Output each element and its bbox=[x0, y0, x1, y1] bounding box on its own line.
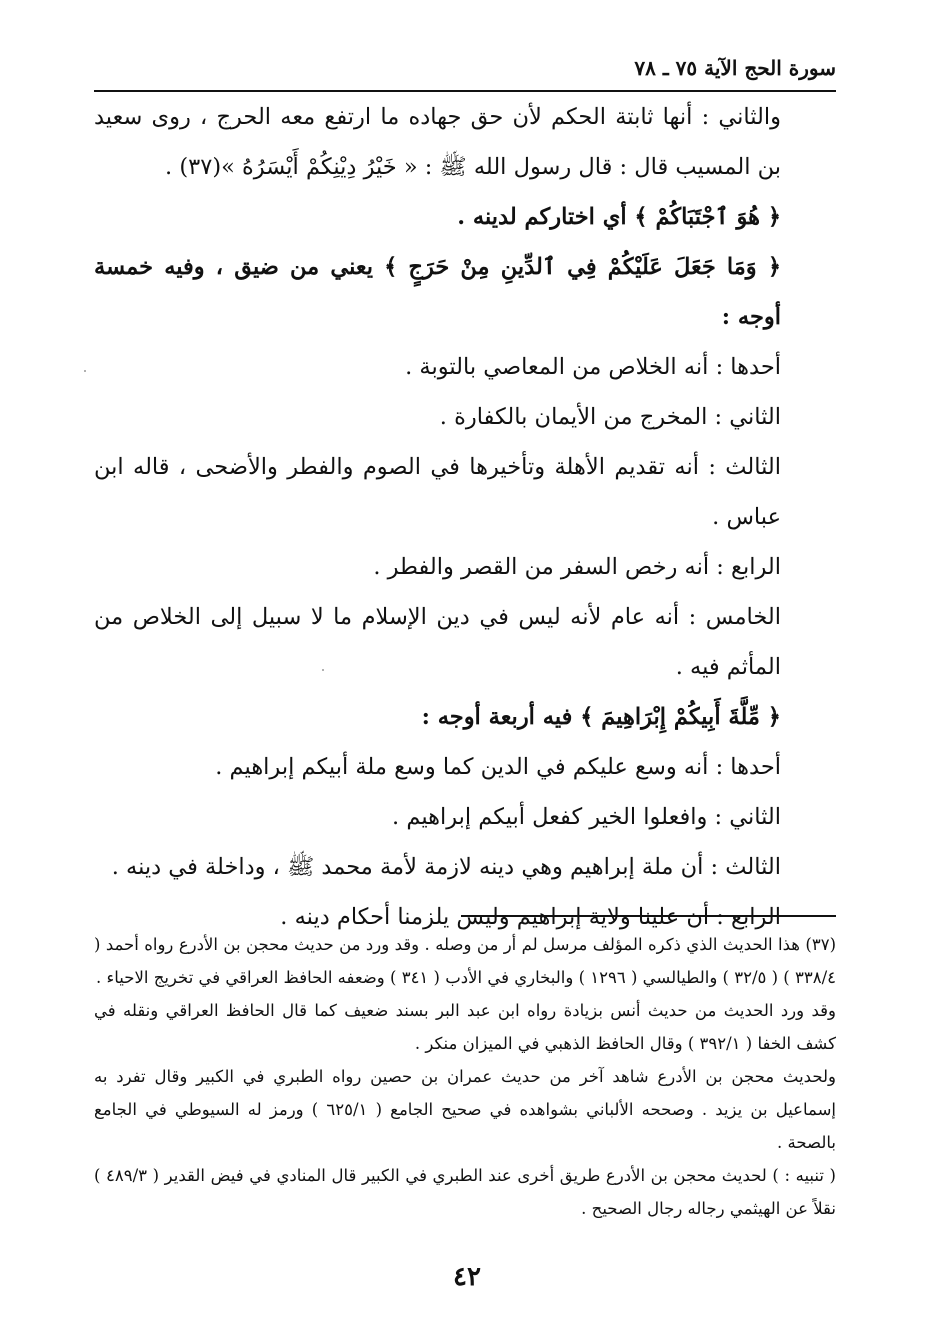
footnote-paragraph: (٣٧) هذا الحديث الذي ذكره المؤلف مرسل لم أر من وصله . وقد ورد من حديث محجن بن الأدرع رواه أحمد ( ٣٣٨/٤ ) ( ٣٢/٥ ) والطيالسي ( ١٢٩٦ ) والبخاري في الأدب ( ٣٤١ ) وضعفه الحافظ العراقي في تخريج الاحياء . bbox=[94, 935, 836, 987]
footnote-paragraph: ( تنبيه : ) لحديث محجن بن الأدرع طريق أخرى عند الطبري في الكبير قال المنادي في فيض القدير ( ٤٨٩/٣ ) نقلاً عن الهيثمي رجاله رجال الصحيح . bbox=[94, 1166, 836, 1218]
footnote-paragraph: وقد ورد الحديث من حديث أنس بزيادة رواه ابن عبد البر بسند ضعيف كما قال الحافظ العراقي ونقله في كشف الخفا ( ٣٩٢/١ ) وقال الحافظ الذهبي في الميزان منكر . bbox=[94, 1001, 836, 1053]
body-paragraph: الثاني : وافعلوا الخير كفعل أبيكم إبراهيم . bbox=[392, 804, 781, 830]
running-header bbox=[94, 50, 836, 92]
header-title: سورة الحج الآية ٧٥ ـ ٧٨ bbox=[634, 56, 836, 80]
footnote-paragraph: ولحديث محجن بن الأدرع شاهد آخر من حديث عمران بن حصين رواه الطبري في الكبير وقال تفرد به إسماعيل بن يزيد . وصححه الألباني بشواهده في صحيح الجامع ( ٦٢٥/١ ) ورمز له السيوطي في الجامع بالصحة . bbox=[94, 1067, 836, 1152]
body-paragraph: أحدها : أنه وسع عليكم في الدين كما وسع ملة أبيكم إبراهيم . bbox=[215, 754, 781, 780]
page-number: ٤٢ bbox=[453, 1262, 481, 1292]
body-paragraph: الرابع : أن علينا ولاية إبراهيم وليس يلزمنا أحكام دينه . bbox=[280, 904, 781, 930]
body-paragraph: أحدها : أنه الخلاص من المعاصي بالتوبة . bbox=[405, 354, 781, 380]
quran-verse-paragraph: ﴿ مِّلَّةَ أَبِيكُمْ إِبْرَاهِيمَ ﴾ فيه أربعة أوجه : bbox=[421, 704, 781, 730]
body-paragraph: الخامس : أنه عام لأنه ليس في دين الإسلام ما لا سبيل إلى الخلاص من المأثم فيه . bbox=[94, 604, 781, 680]
footnotes bbox=[94, 928, 836, 1225]
body-paragraph: الثالث : أن ملة إبراهيم وهي دينه لازمة لأمة محمد ﷺ ، وداخلة في دينه . bbox=[111, 854, 781, 880]
footnote-separator bbox=[461, 915, 836, 917]
scan-speck bbox=[84, 370, 86, 372]
scan-speck bbox=[322, 669, 324, 671]
quran-verse-paragraph: ﴿ هُوَ ٱجْتَبَاكُمْ ﴾ أي اختاركم لدينه . bbox=[457, 204, 781, 230]
body-paragraph: الرابع : أنه رخص السفر من القصر والفطر . bbox=[373, 554, 781, 580]
body-paragraph: والثاني : أنها ثابتة الحكم لأن حق جهاده ما ارتفع معه الحرج ، روى سعيد بن المسيب قال : قال رسول الله ﷺ : « خَيْرُ دِيْنِكُمْ أَيْسَرُهُ »(٣٧) . bbox=[94, 104, 781, 180]
main-text bbox=[94, 92, 836, 942]
quran-verse-paragraph: ﴿ وَمَا جَعَلَ عَلَيْكُمْ فِي ٱلدِّينِ مِنْ حَرَجٍ ﴾ يعني من ضيق ، وفيه خمسة أوجه : bbox=[94, 254, 781, 330]
body-paragraph: الثالث : أنه تقديم الأهلة وتأخيرها في الصوم والفطر والأضحى ، قاله ابن عباس . bbox=[94, 454, 781, 530]
body-paragraph: الثاني : المخرج من الأيمان بالكفارة . bbox=[439, 404, 781, 430]
